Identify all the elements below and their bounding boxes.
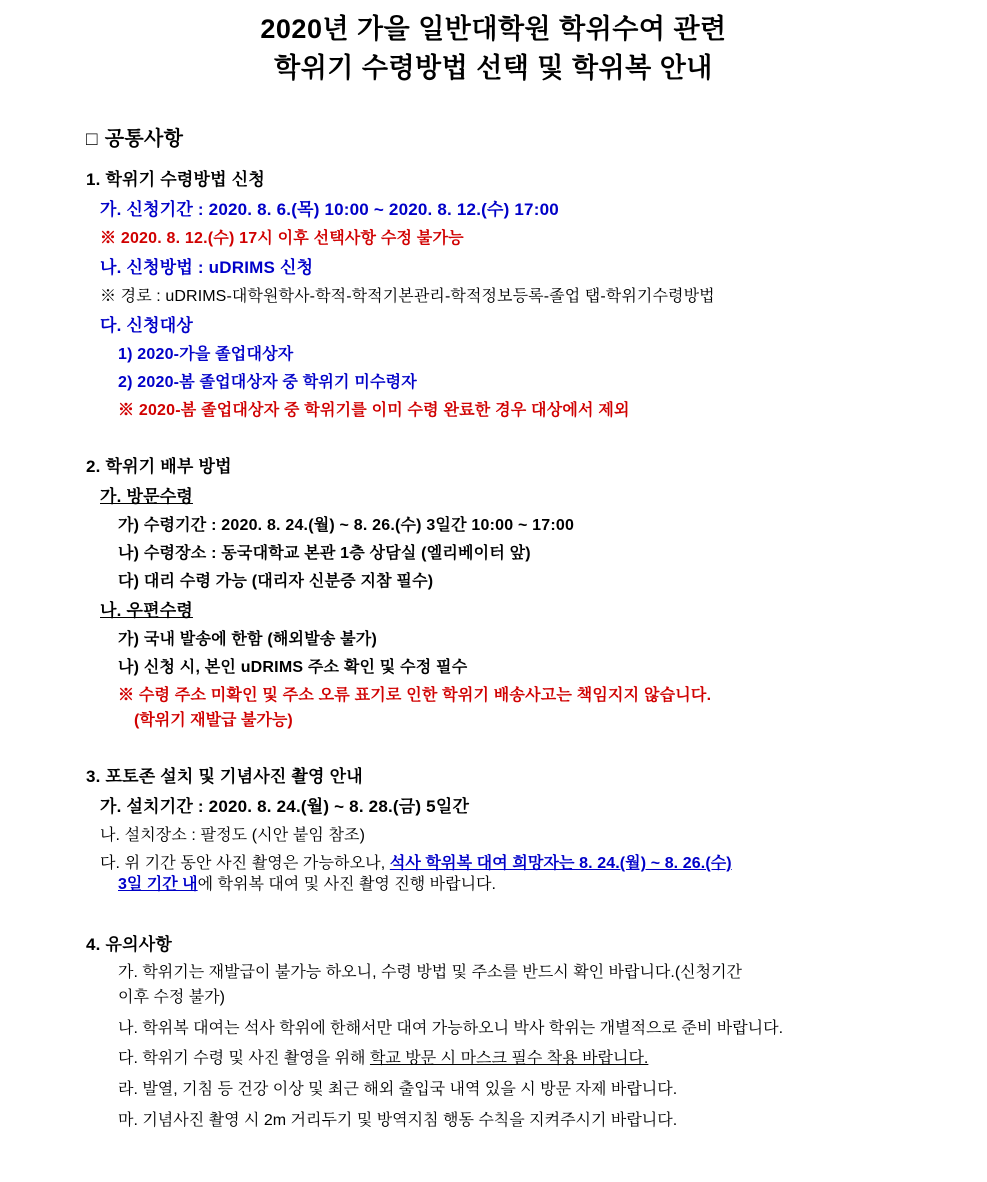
item1-note2: ※ 2020-봄 졸업대상자 중 학위기를 이미 수령 완료한 경우 대상에서 제외 — [118, 402, 630, 420]
item4-block — [86, 930, 947, 1134]
square-bullet-icon: □ — [86, 129, 98, 151]
title-line-2: 학위기 수령방법 선택 및 학위복 안내 — [274, 53, 713, 84]
item2-note-cont: (학위기 재발급 불가능) — [134, 712, 293, 730]
item3-da-suffix: 에 학위복 대여 및 사진 촬영 진행 바랍니다. — [197, 876, 496, 894]
item2-na — [100, 596, 947, 621]
item1-target-1: 1) 2020-가을 졸업대상자 — [118, 346, 294, 364]
spacer — [86, 420, 947, 438]
item4-ra: 라. 발열, 기침 등 건강 이상 및 최근 해외 출입국 내역 있을 시 방문 자제 바랍니다. — [118, 1081, 678, 1099]
item4-na: 나. 학위복 대여는 석사 학위에 한해서만 대여 가능하오니 박사 학위는 개별적으로 준비 바랍니다. — [118, 1019, 784, 1037]
item2-ga-1: 가) 수령기간 : 2020. 8. 24.(월) ~ 8. 26.(수) 3일간 10:00 ~ 17:00 — [118, 517, 575, 535]
item2-ga-2: 나) 수령장소 : 동국대학교 본관 1층 상담실 (엘리베이터 앞) — [118, 545, 531, 563]
item2-na-label: 나. 우편수령 — [100, 601, 193, 621]
item3-heading: 3. 포토존 설치 및 기념사진 촬영 안내 — [86, 767, 363, 787]
item3-da-highlight-2: 3일 기간 내 — [118, 876, 198, 894]
item3-ga: 가. 설치기간 : 2020. 8. 24.(월) ~ 8. 28.(금) 5일간 — [100, 797, 470, 817]
item1-ga: 가. 신청기간 : 2020. 8. 6.(목) 10:00 ~ 2020. 8. 12.(수) 17:00 — [100, 200, 559, 220]
item2-na-2: 나) 신청 시, 본인 uDRIMS 주소 확인 및 수정 필수 — [118, 659, 468, 677]
title-line-1: 2020년 가을 일반대학원 학위수여 관련 — [260, 14, 727, 44]
item4-heading: 4. 유의사항 — [86, 935, 172, 955]
item2-ga — [100, 482, 947, 507]
item2-note: ※ 수령 주소 미확인 및 주소 오류 표기로 인한 학위기 배송사고는 책임지지 않습니다. — [118, 687, 712, 705]
document-body — [0, 122, 987, 1152]
item4-da-underline: 학교 방문 시 마스크 필수 착용 바랍니다. — [369, 1050, 649, 1068]
item3-da — [100, 850, 947, 873]
spacer-bottom — [86, 1134, 947, 1152]
item2-na-1: 가) 국내 발송에 한함 (해외발송 불가) — [118, 631, 377, 649]
spacer — [86, 730, 947, 748]
item4-ma: 마. 기념사진 촬영 시 2m 거리두기 및 방역지침 행동 수칙을 지켜주시기 바랍니다. — [118, 1112, 678, 1130]
item2-ga-3: 다) 대리 수령 가능 (대리자 신분증 지참 필수) — [118, 573, 434, 591]
item1-da: 다. 신청대상 — [100, 316, 193, 336]
item3-da-prefix: 다. 위 기간 동안 사진 촬영은 가능하오나, — [100, 855, 390, 873]
item3-da-cont — [118, 873, 947, 898]
item4-ga-line2: 이후 수정 불가) — [118, 988, 225, 1006]
item4-da — [118, 1047, 947, 1072]
section-common-label: 공통사항 — [104, 128, 184, 151]
item1-na: 나. 신청방법 : uDRIMS 신청 — [100, 258, 314, 278]
item1-path: ※ 경로 : uDRIMS-대학원학사-학적-학적기본관리-학적정보등록-졸업 탭-학위기수령방법 — [100, 288, 715, 306]
item3-da-highlight-1: 석사 학위복 대여 희망자는 8. 24.(월) ~ 8. 26.(수) — [389, 855, 732, 873]
item4-da-prefix: 다. 학위기 수령 및 사진 촬영을 위해 — [118, 1050, 370, 1068]
item4-ga-line1: 가. 학위기는 재발급이 불가능 하오니, 수령 방법 및 주소를 반드시 확인 바랍니다.(신청기간 — [118, 964, 742, 982]
item1-target-2: 2) 2020-봄 졸업대상자 중 학위기 미수령자 — [118, 374, 417, 392]
item1-heading: 1. 학위기 수령방법 신청 — [86, 170, 265, 190]
item3-na: 나. 설치장소 : 팔정도 (시안 붙임 참조) — [100, 827, 366, 845]
item1-note1: ※ 2020. 8. 12.(수) 17시 이후 선택사항 수정 불가능 — [100, 230, 464, 248]
document-title — [0, 0, 987, 88]
spacer — [86, 898, 947, 916]
item2-heading: 2. 학위기 배부 방법 — [86, 457, 232, 477]
item2-ga-label: 가. 방문수령 — [100, 487, 193, 507]
section-common-heading — [86, 122, 947, 151]
